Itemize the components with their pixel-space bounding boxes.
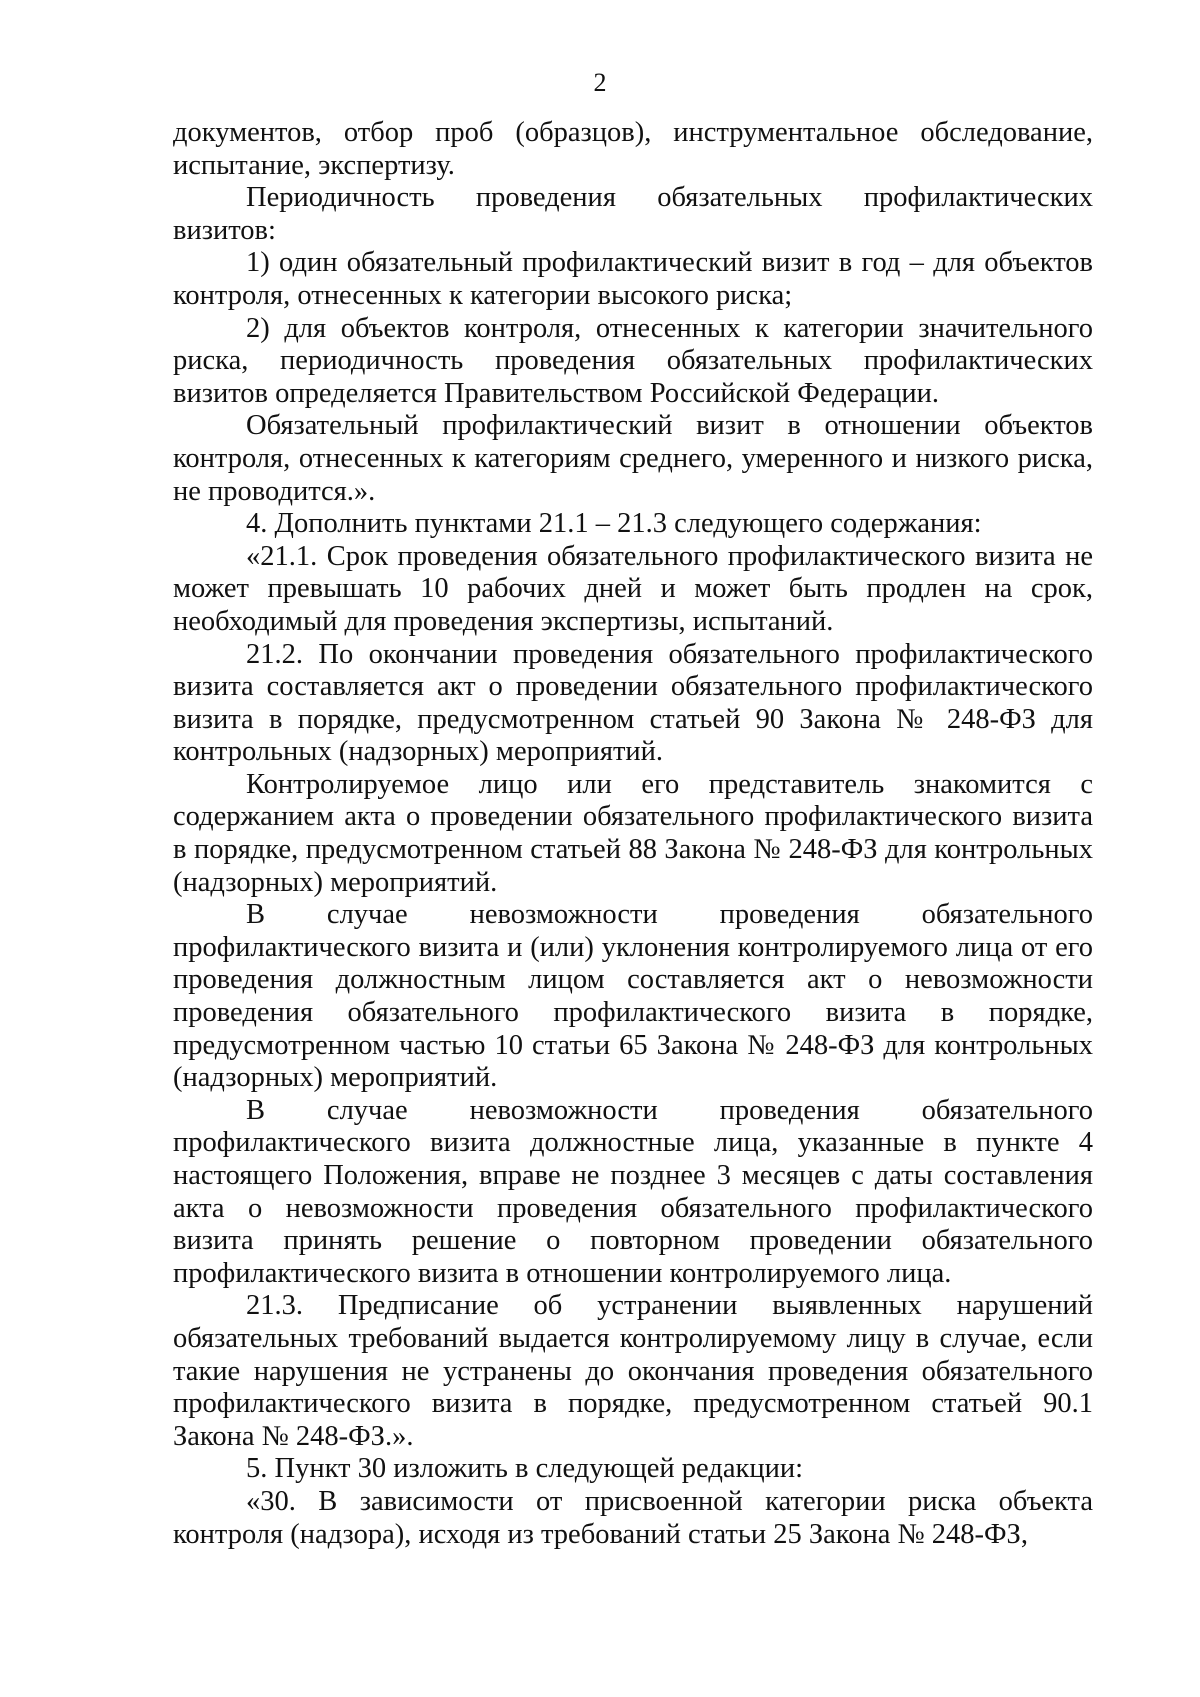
paragraph-amendment-4: 4. Дополнить пунктами 21.1 – 21.3 следующего содержания:	[246, 508, 982, 540]
paragraph-item-1: 1) один обязательный профилактический визит в год – для объектов контроля, отнесенных к категории высокого риска;	[173, 247, 1093, 311]
paragraph-30: «30. В зависимости от присвоенной категории риска объекта контроля (надзора), исходя из требований статьи 25 Закона № 248-ФЗ,	[173, 1485, 1093, 1550]
paragraph-not-conducted: Обязательный профилактический визит в отношении объектов контроля, отнесенных к категориям среднего, умеренного и низкого риска, не проводится.».	[173, 410, 1093, 507]
paragraph-21-1: «21.1. Срок проведения обязательного профилактического визита не может превышать 10 рабочих дней и может быть продлен на срок, необходимый для проведения экспертизы, испытаний.	[173, 540, 1093, 637]
paragraph-impossibility-act: В случае невозможности проведения обязательного профилактического визита и (или) уклонения контролируемого лица от его проведения должностным лицом составляется акт о невозможности проведения обязательного профилактического визита в порядке, предусмотренном частью 10 статьи 65 Закона № 248-ФЗ для контрольных (надзорных) мероприятий.	[173, 899, 1093, 1094]
paragraph-amendment-5: 5. Пункт 30 изложить в следующей редакции:	[246, 1453, 803, 1485]
paragraph-continuation: документов, отбор проб (образцов), инструментальное обследование, испытание, экспертизу.	[173, 117, 1093, 181]
paragraph-21-3: 21.3. Предписание об устранении выявленных нарушений обязательных требований выдается контролируемому лицу в случае, если такие нарушения не устранены до окончания проведения обязательного профилактического визита в порядке, предусмотренном статьей 90.1 Закона № 248-ФЗ.».	[173, 1290, 1093, 1452]
paragraph-21-2: 21.2. По окончании проведения обязательного профилактического визита составляется акт о проведении обязательного профилактического визита в порядке, предусмотренном статьей 90 Закона № 248-ФЗ для контрольных (надзорных) мероприятий.	[173, 638, 1093, 768]
paragraph-familiarization: Контролируемое лицо или его представитель знакомится с содержанием акта о проведении обязательного профилактического визита в порядке, предусмотренном статьей 88 Закона № 248-ФЗ для контрольных (надзорных) мероприятий.	[173, 768, 1093, 898]
page-number: 2	[593, 68, 607, 97]
paragraph-repeat-visit: В случае невозможности проведения обязательного профилактического визита должностные лица, указанные в пункте 4 настоящего Положения, вправе не позднее 3 месяцев с даты составления акта о невозможности проведения обязательного профилактического визита принять решение о повторном проведении обязательного профилактического визита в отношении контролируемого лица.	[173, 1094, 1093, 1289]
paragraph-periodicity-intro: Периодичность проведения обязательных профилактических визитов:	[173, 182, 1093, 246]
document-body	[173, 117, 1093, 1551]
paragraph-item-2: 2) для объектов контроля, отнесенных к категории значительного риска, периодичность проведения обязательных профилактических визитов определяется Правительством Российской Федерации.	[173, 312, 1093, 409]
